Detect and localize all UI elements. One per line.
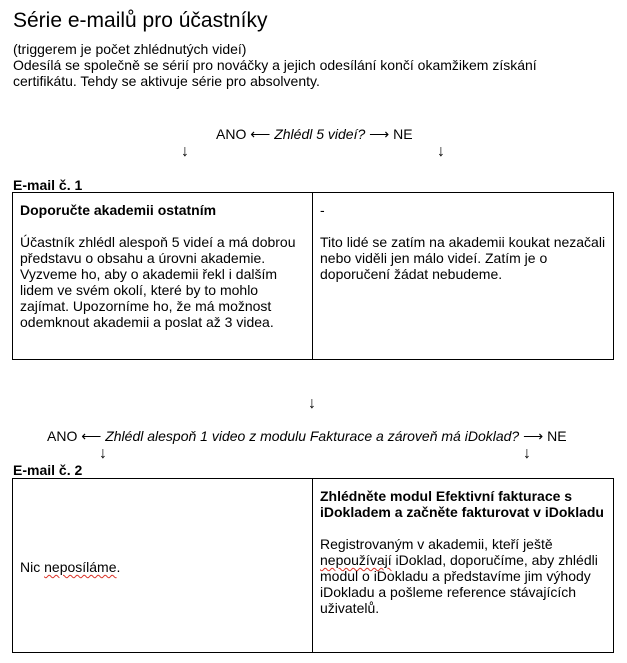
table-row: [13, 193, 614, 360]
email-2-no-body-before: Registrovaným v akademii, kteří ještě: [320, 536, 553, 552]
spellcheck-flagged-word[interactable]: nepoužívají: [320, 552, 392, 568]
right-arrow-icon: ⟶: [523, 428, 544, 444]
left-arrow-icon: ⟵: [250, 126, 271, 142]
email-1-yes-cell: [13, 193, 313, 360]
email-2-yes-cell: [13, 479, 313, 653]
document-title: Série e-mailů pro účastníky: [13, 9, 268, 32]
email-1-yes-title: Doporučte akademii ostatním: [20, 202, 217, 218]
email-1-table: [12, 192, 614, 360]
down-arrow-icon: ↓: [437, 143, 445, 160]
email-1-no-title: -: [320, 202, 325, 218]
email-1-no-body: Tito lidé se zatím na akademii koukat nezačali nebo viděli jen málo videí. Zatím je o doporučení žádat nebudeme.: [320, 234, 606, 282]
decision-1-no: NE: [393, 126, 413, 142]
decision-2: [47, 427, 567, 445]
email-2-no-body-after: iDoklad, doporučíme, aby zhlédli modul o iDokladu a představíme jim výhody iDokladu a pošleme reference stávajících uživatelů.: [320, 552, 598, 616]
email-2-table: [12, 478, 614, 653]
decision-2-yes: ANO: [47, 428, 78, 444]
down-arrow-icon: ↓: [523, 445, 531, 462]
email-2-no-body: [320, 536, 606, 616]
decision-1: [216, 125, 413, 143]
email-1-yes-body: Účastník zhlédl alespoň 5 videí a má dobrou představu o obsahu a úrovni akademie. Vyzveme ho, aby o akademii řekl i dalším lidem ve svém okolí, které by to mohlo zajímat. Upozorníme ho, že má možnost odemknout akademii a poslat až 3 videa.: [20, 234, 296, 330]
decision-1-yes: ANO: [216, 126, 247, 142]
email-2-label: E-mail č. 2: [13, 462, 83, 478]
down-arrow-icon: ↓: [99, 445, 107, 462]
email-2-yes-text-after: .: [116, 559, 121, 575]
email-2-no-cell: [313, 479, 614, 653]
table-row: [13, 479, 614, 653]
down-arrow-icon: ↓: [181, 143, 189, 160]
intro-trigger-note: (triggerem je počet zhlédnutých videí): [13, 41, 247, 57]
down-arrow-icon: ↓: [308, 395, 316, 412]
left-arrow-icon: ⟵: [81, 428, 102, 444]
right-arrow-icon: ⟶: [369, 126, 390, 142]
email-1-no-cell: [313, 193, 614, 360]
intro-line-1: Odesílá se společně se sérií pro nováčky a jejich odesílání končí okamžikem získání: [13, 57, 537, 73]
email-2-no-title: Zhlédněte modul Efektivní fakturace s iDokladem a začněte fakturovat v iDokladu: [320, 488, 604, 520]
email-2-yes-text-before: Nic: [20, 559, 45, 575]
decision-2-question: Zhlédl alespoň 1 video z modulu Fakturace a zároveň má iDoklad?: [105, 428, 520, 444]
spellcheck-flagged-word[interactable]: neposíláme: [44, 559, 117, 575]
intro-paragraph: [13, 41, 603, 89]
decision-2-no: NE: [547, 428, 567, 444]
intro-line-2: certifikátu. Tehdy se aktivuje série pro absolventy.: [13, 73, 320, 89]
email-1-label: E-mail č. 1: [13, 177, 83, 193]
decision-1-question: Zhlédl 5 videí?: [274, 126, 366, 142]
